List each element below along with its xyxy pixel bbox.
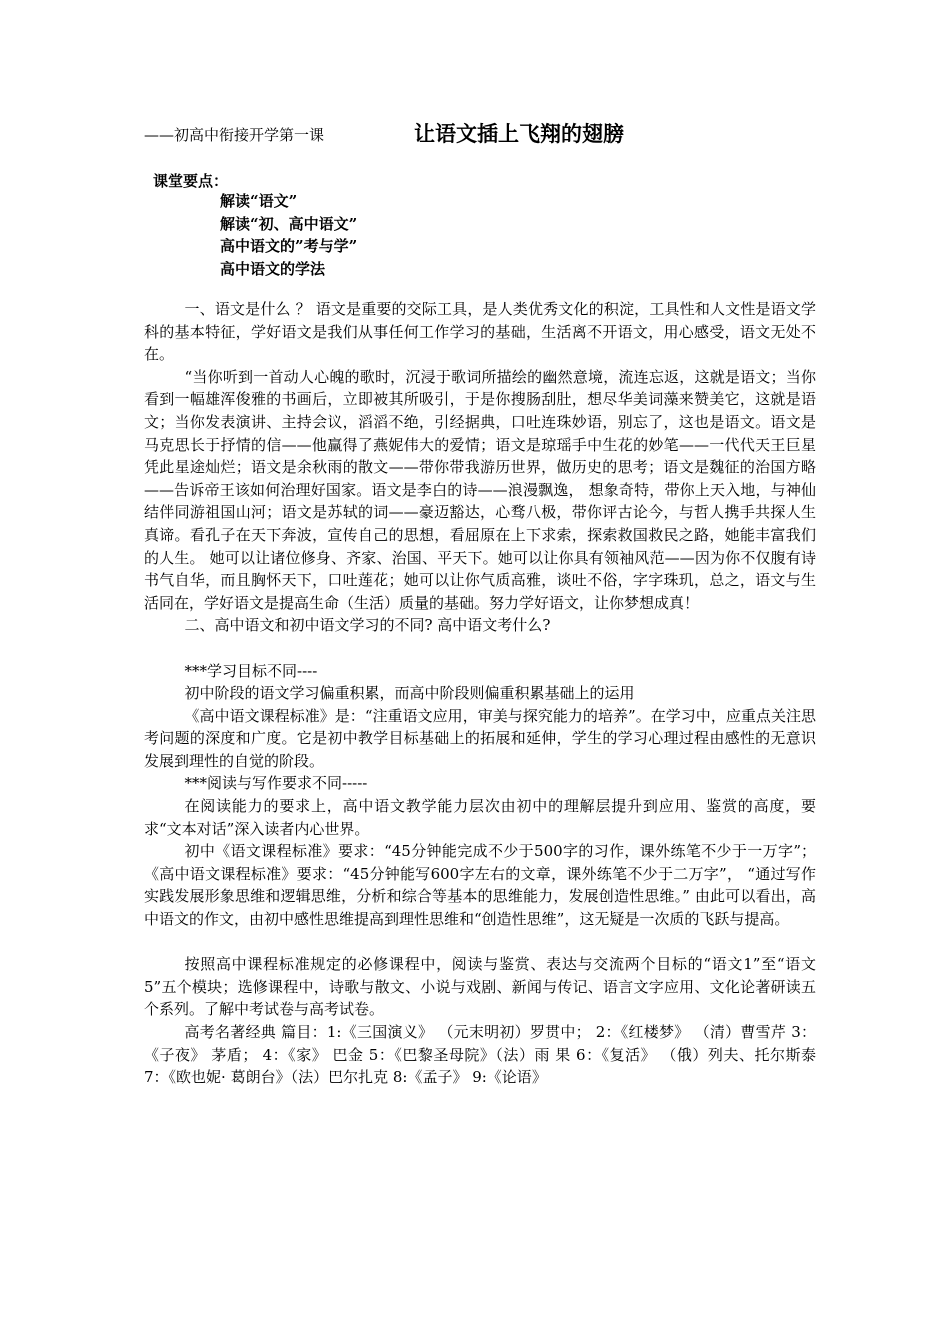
- blank-line: [144, 931, 816, 954]
- paragraph-quote: “当你听到一首动人心魄的歌时，沉浸于歌词所描绘的幽然意境，流连忘返，这就是语文；当你看到一幅雄浑俊雅的书画后，立即被其所吸引，于是你搜肠刮肚，想尽华美词藻来赞美它，这就是语文；当你发表演讲、主持会议，滔滔不绝，引经据典，口吐连珠妙语，别忘了，这也是语文。语文是马克思长于抒情的信——他赢得了燕妮伟大的爱情；语文是琼瑶手中生花的妙笔——一代代天王巨星凭此星途灿烂；语文是余秋雨的散文——带你带我游历世界，做历史的思考；语文是魏征的治国方略——告诉帝王该如何治理好国家。语文是李白的诗——浪漫飘逸， 想象奇特，带你上天入地，与神仙结伴同游祖国山河；语文是苏轼的词——豪迈豁达，心骛八极，带你评古论今，与哲人携手共探人生真谛。看孔子在天下奔波，宣传自己的思想，看屈原在上下求索，探索救国救民之路，她能丰富我们的人生。 她可以让诸位修身、齐家、治国、平天下。她可以让你具有领袖风范——因为你不仅腹有诗书气自华，而且胸怀天下，口吐莲花；她可以让你气质高雅，谈吐不俗，字字珠玑，总之，语文与生活同在，学好语文是提高生命（生活）质量的基础。努力学好语文，让你梦想成真！: [144, 367, 816, 612]
- key-points-heading: 课堂要点：: [153, 172, 229, 190]
- key-points-list: [220, 190, 357, 280]
- paragraph-writing: 初中《语文课程标准》要求：“45分钟能完成不少于500字的习作，课外练笔不少于一万字”； 《高中语文课程标准》要求：“45分钟能写600字左右的文章，课外练笔不少于二万字”， “通过写作实践发展形象思维和逻辑思维，分析和综合等基本的思维能力，发展创造性思维。” 由此可以看出，高中语文的作文，由初中感性思维提高到理性思维和“创造性思维”，这无疑是一次质的飞跃与提高。: [144, 842, 816, 929]
- key-point-item: 解读“语文”: [220, 192, 298, 210]
- page-title: 让语文插上飞翔的翅膀: [414, 121, 624, 146]
- paragraph-curriculum: 按照高中课程标准规定的必修课程中，阅读与鉴赏、表达与交流两个目标的“语文1”至“语文5”五个模块；选修课程中，诗歌与散文、小说与戏剧、新闻与传记、语言文字应用、文化论著研读五个系列。了解中考试卷与高考试卷。: [144, 955, 816, 1019]
- paragraph-classics: 高考名著经典 篇目：1:《三国演义》 （元末明初）罗贯中； 2：《红楼梦》 （清）曹雪芹 3：《子夜》 茅盾； 4：《家》 巴金 5：《巴黎圣母院》（法）雨 果 6：《复活》 （俄）列夫、托尔斯泰 7：《欧也妮· 葛朗台》（法）巴尔扎克 8:《孟子》 9:《论语》: [144, 1023, 816, 1087]
- paragraph-reading: 在阅读能力的要求上，高中语文教学能力层次由初中的理解层提升到应用、鉴赏的高度，要求“文本对话”深入读者内心世界。: [144, 797, 816, 838]
- body-text: [144, 298, 816, 1089]
- paragraph-goals: 初中阶段的语文学习偏重积累，而高中阶段则偏重积累基础上的运用: [184, 684, 635, 703]
- paragraph-goals-heading: ***学习目标不同----: [184, 661, 318, 680]
- title-row: [144, 118, 844, 150]
- paragraph-section-two-heading: 二、高中语文和初中语文学习的不同? 高中语文考什么?: [184, 616, 551, 635]
- paragraph-what-is-chinese: 一、语文是什么 ？ 语文是重要的交际工具，是人类优秀文化的积淀，工具性和人文性是语文学科的基本特征，学好语文是我们从事任何工作学习的基础，生活离不开语文，用心感受，语文无处不在。: [144, 300, 816, 364]
- blank-line: [144, 637, 816, 660]
- key-point-item: 高中语文的”考与学”: [220, 237, 358, 255]
- key-point-item: 高中语文的学法: [220, 259, 326, 278]
- subtitle: ——初高中衔接开学第一课: [144, 126, 325, 144]
- key-point-item: 解读“初、高中语文”: [220, 214, 358, 233]
- paragraph-standard: 《高中语文课程标准》是：“注重语文应用，审美与探究能力的培养”。在学习中，应重点关注思考问题的深度和广度。它是初中教学目标基础上的拓展和延伸，学生的学习心理过程由感性的无意识发展到理性的自觉的阶段。: [144, 706, 816, 770]
- paragraph-reading-heading: ***阅读与写作要求不同-----: [184, 774, 368, 793]
